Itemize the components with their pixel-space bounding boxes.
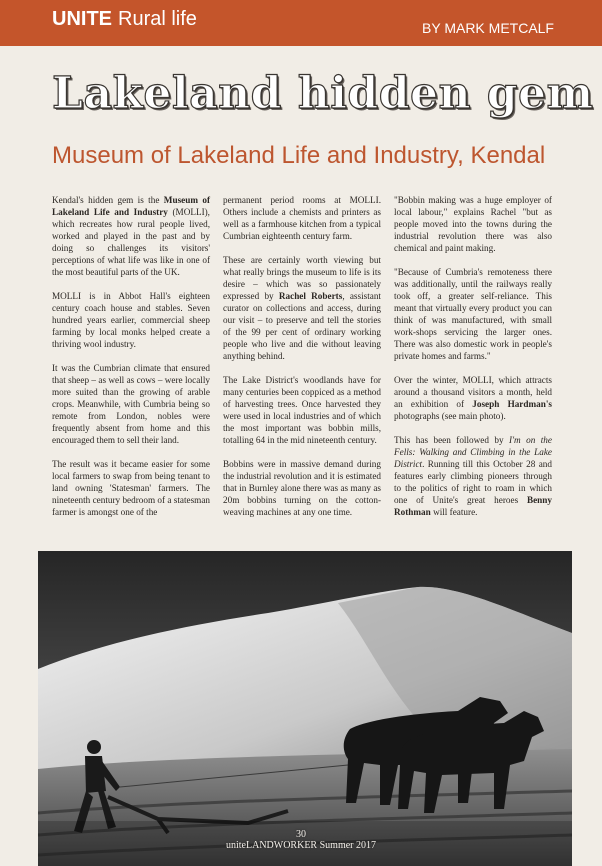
section-name: Rural life xyxy=(118,8,197,30)
paragraph: MOLLI is in Abbot Hall's eighteen century coach house and stables. Seven hundred years earlier, commercial sheep farming by local monks helped create a thriving wool industry. xyxy=(52,291,210,349)
section-brand-unite: UNITE xyxy=(52,8,112,30)
publication-line: uniteLANDWORKER Summer 2017 xyxy=(226,840,376,851)
page-footer xyxy=(0,829,602,852)
text-column-2 xyxy=(223,194,381,530)
paragraph: Over the winter, MOLLI, which attracts around a thousand visitors a month, held an exhibition of Joseph Hardman's photographs (see main photo). xyxy=(394,375,552,421)
paragraph: Kendal's hidden gem is the Museum of Lakeland Life and Industry (MOLLI), which recreates how rural people lived, worked and played in the past and by doing so challenges its visitors' perceptions of what life was like in one of the most beautiful parts of the UK. xyxy=(52,195,210,277)
paragraph: The result was it became easier for some local farmers to swap from being tenant to land owning 'Statesman' farmers. The nineteenth century bedroom of a statesman farmer is amongst one of the xyxy=(52,459,210,517)
paragraph: Bobbins were in massive demand during the industrial revolution and it is estimated that in Burnley alone there was as many as 20m bobbins turning on the cotton-weaving machines at any one time. xyxy=(223,459,381,517)
paragraph: This has been followed by I'm on the Fells: Walking and Climbing in the Lake District. Running till this October 28 and features early climbing pioneers through to the politics of right to roam in which one of Unite's great heroes Benny Rothman will feature. xyxy=(394,435,552,517)
text-column-3 xyxy=(394,194,552,530)
section-brand xyxy=(52,8,197,31)
paragraph: permanent period rooms at MOLLI. Others include a chemists and printers as well as a farmhouse kitchen from a typical Cumbrian eighteenth century farm. xyxy=(223,195,381,241)
main-photo-ploughing-horses xyxy=(38,551,572,866)
paragraph: The Lake District's woodlands have for many centuries been coppiced as a method of harvesting trees. Once harvested they were used in local industries and of which the most important was bobbin mills, totalling 64 in the mid nineteenth century. xyxy=(223,375,381,445)
paragraph: These are certainly worth viewing but what really brings the museum to life is its desire – which was so passionately expressed by Rachel Roberts, assistant curator on collections and access, during our visit – to preserve and tell the stories of the 99 per cent of ordinary working people who live and die without leaving anything behind. xyxy=(223,255,381,361)
section-header-band xyxy=(0,0,602,46)
text-column-1 xyxy=(52,194,210,530)
page-number: 30 xyxy=(296,829,306,840)
article-subtitle: Museum of Lakeland Life and Industry, Kendal xyxy=(52,142,546,169)
paragraph: "Bobbin making was a huge employer of local labour," explains Rachel "but as people moved into the towns during the industrial revolution there was also chemical and paint making. xyxy=(394,195,552,253)
author-byline: BY MARK METCALF xyxy=(422,20,554,36)
paragraph: It was the Cumbrian climate that ensured that sheep – as well as cows – were locally more suited than the growing of arable crops. Meanwhile, with Cumbria being so remote from London, nobles were frequently absent from home and this encouraged them to sell their land. xyxy=(52,363,210,445)
paragraph: "Because of Cumbria's remoteness there was additionally, until the railways really took off, a greater self-reliance. This meant that virtually every product you can think of was manufactured, with small work-shops servicing the larger ones. There was also domestic work in people's private homes and farms." xyxy=(394,267,552,361)
article-headline: Lakeland hidden gem xyxy=(52,68,594,119)
